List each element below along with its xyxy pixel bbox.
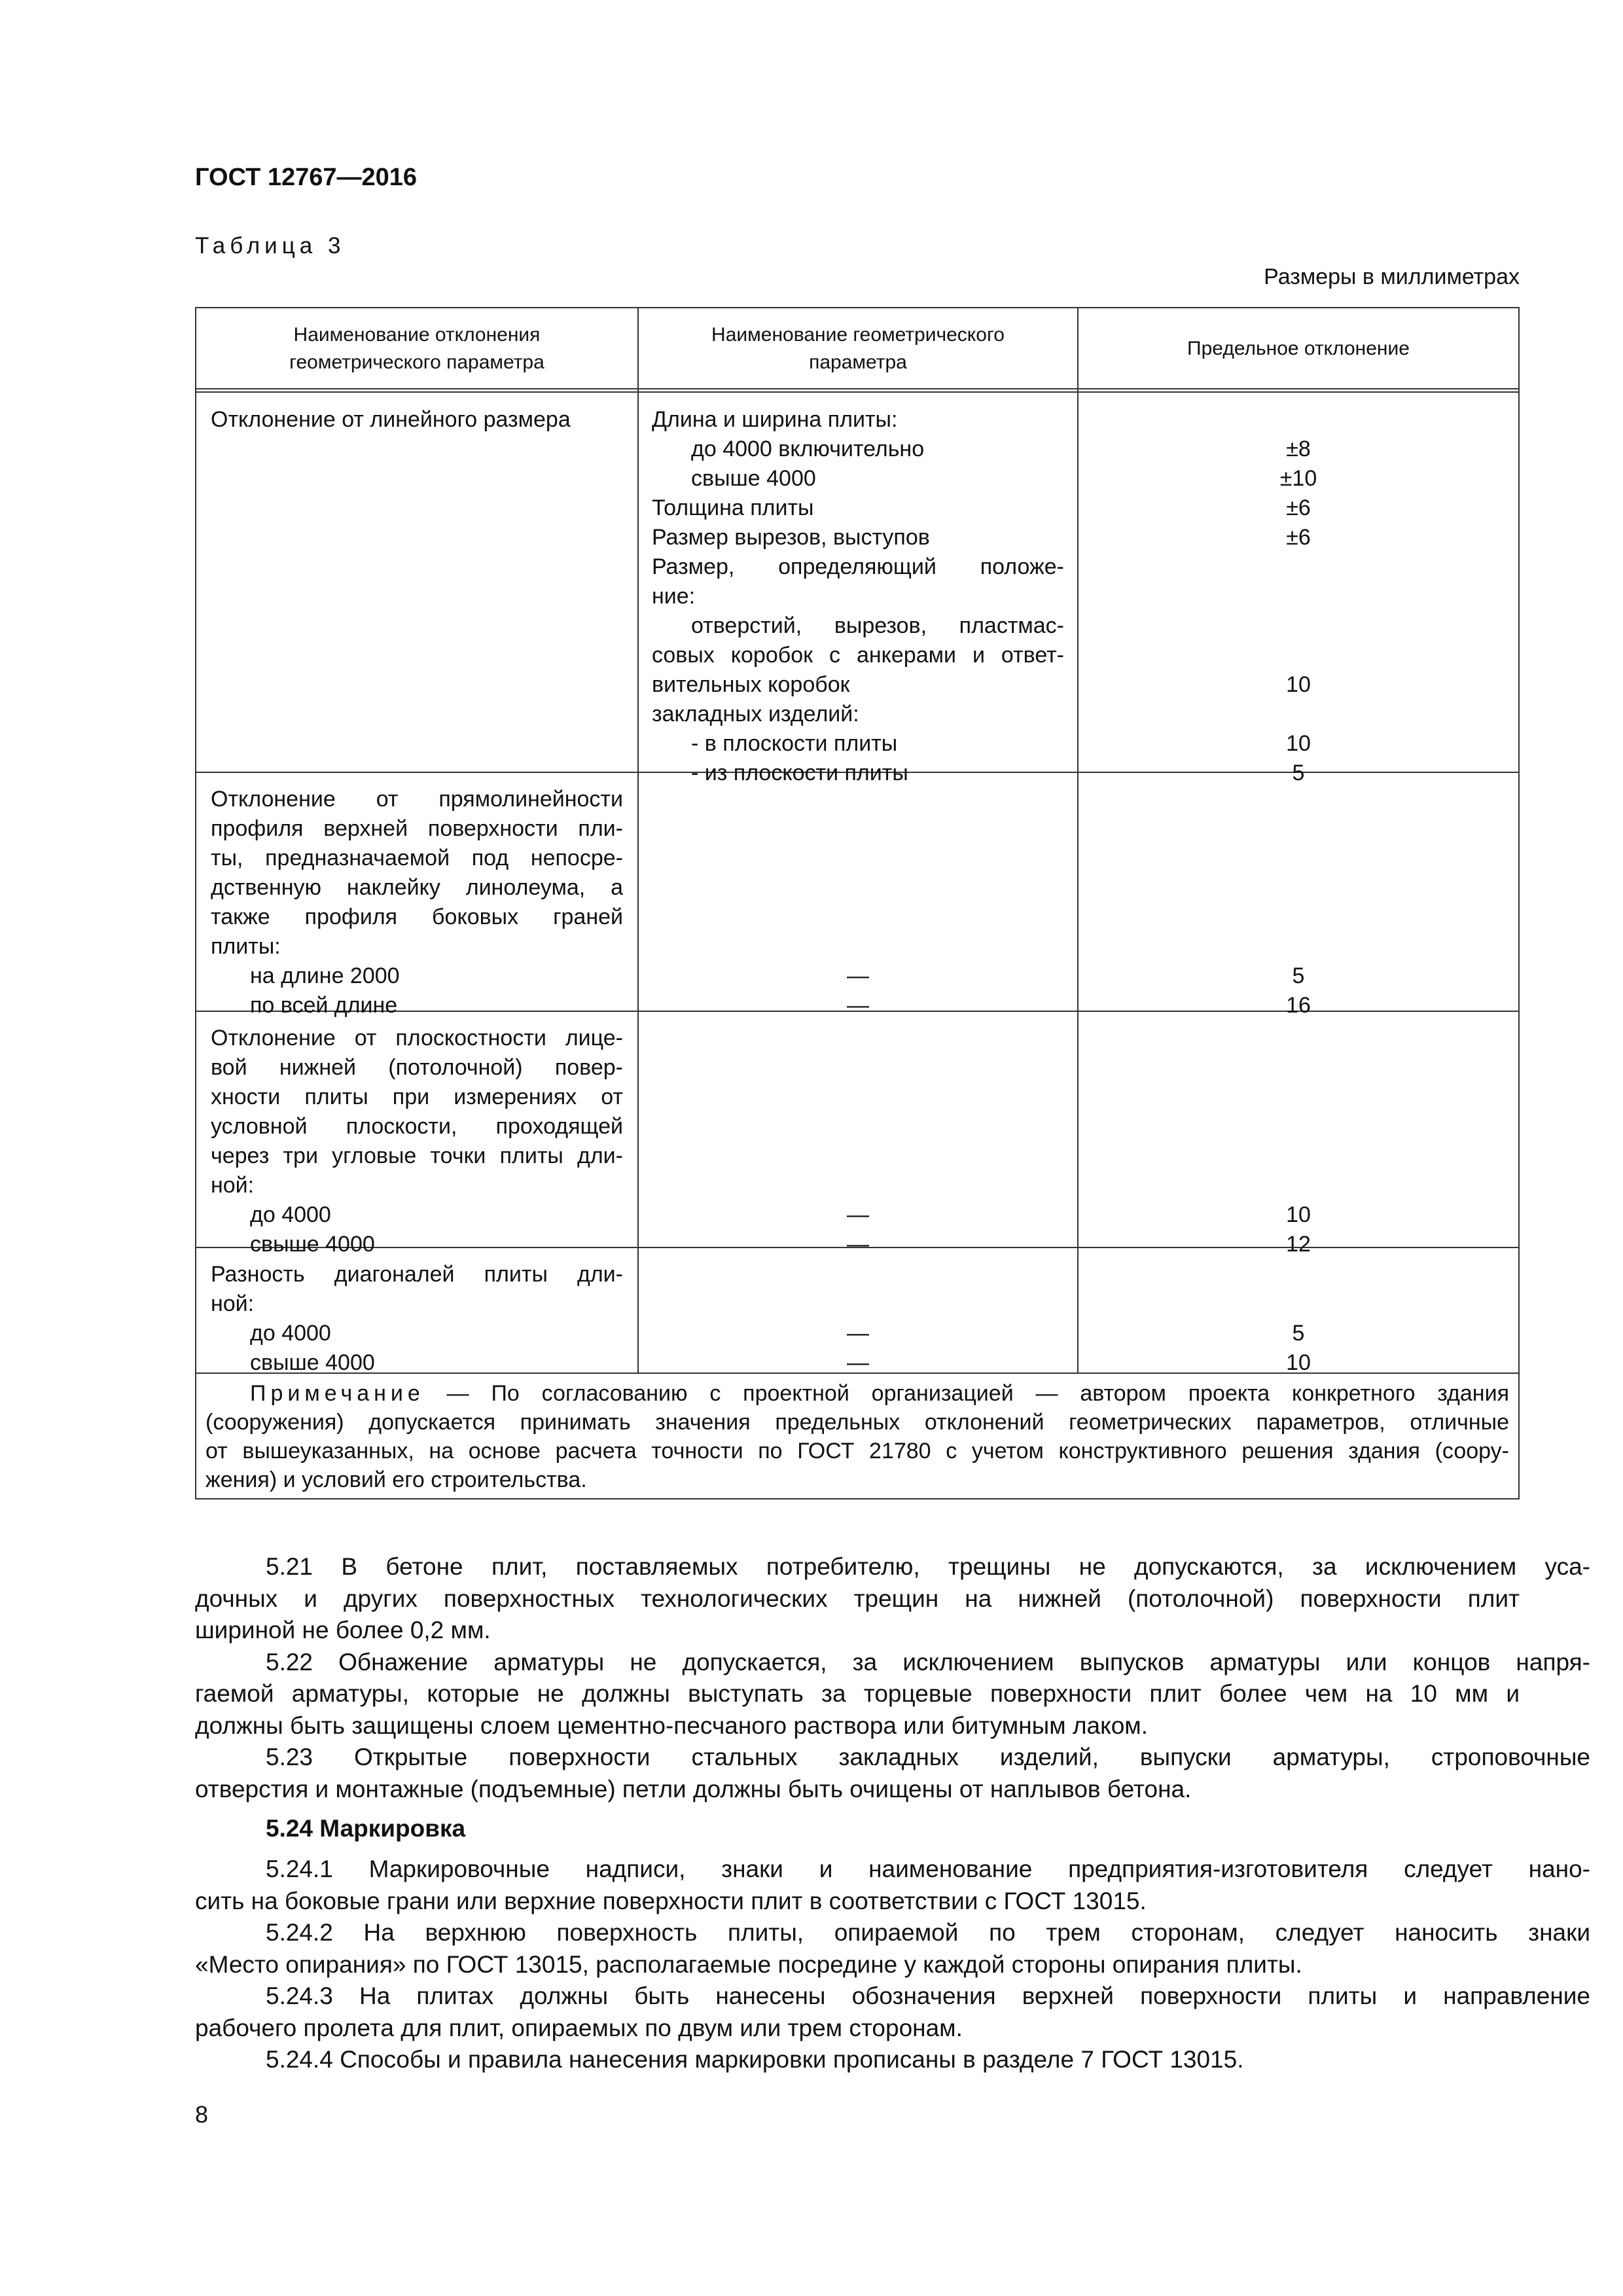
cell-line (652, 1053, 1064, 1083)
table-cell (652, 785, 1064, 1020)
cell-line: ты, предназначаемой под непосре- (211, 846, 623, 870)
header-line: геометрического параметра (289, 351, 544, 373)
cell-line: ±6 (1286, 495, 1311, 520)
column-header-deviation-name (196, 308, 637, 389)
cell-line (1092, 582, 1505, 611)
paragraph-line: 5.23 Открытые поверхности стальных закладных изделий, выпуски арматуры, строповочные (266, 1744, 1590, 1770)
table-label: Таблица 3 (195, 233, 346, 259)
table-cell (1092, 785, 1505, 1020)
cell-line: 12 (1286, 1232, 1311, 1257)
page-number: 8 (195, 2101, 209, 2128)
cell-line (652, 814, 1064, 844)
cell-line (1092, 1141, 1505, 1171)
cell-line (652, 1024, 1064, 1053)
cell-line: профиля верхней поверхности пли- (211, 816, 623, 841)
cell-line: Размер, определяющий положе- (652, 554, 1064, 579)
table-cell (1092, 1260, 1505, 1378)
cell-line (1092, 932, 1505, 961)
note-label: Примечание (250, 1381, 425, 1406)
cell-line: 10 (1286, 1350, 1311, 1375)
cell-line: 16 (1286, 993, 1311, 1018)
tolerance-table (195, 307, 1520, 1499)
header-line: Предельное отклонение (1187, 338, 1410, 359)
cell-line (1092, 405, 1505, 435)
cell-line (652, 873, 1064, 903)
cell-line: Отклонение от плоскостности лице- (211, 1026, 623, 1050)
column-divider (1077, 308, 1079, 1372)
header-line: Наименование геометрического (711, 324, 1005, 346)
cell-line: Толщина плиты (652, 495, 814, 520)
paragraph-line: 5.24.2 На верхнюю поверхность плиты, опираемой по трем сторонам, следует наносить знаки (266, 1919, 1590, 1946)
header-line: параметра (809, 351, 907, 373)
paragraph-line: 5.21 В бетоне плит, поставляемых потребителю, трещины не допускаются, за исключением уса- (266, 1553, 1590, 1580)
cell-line: — (847, 993, 869, 1018)
cell-line: отверстий, вырезов, пластмас- (691, 613, 1064, 638)
table-cell (652, 1260, 1064, 1378)
cell-line (1092, 814, 1505, 844)
paragraph-line: 5.22 Обнажение арматуры не допускается, за исключением выпусков арматуры или концов напря- (266, 1648, 1590, 1676)
paragraph-line: шириной не более 0,2 мм. (195, 1617, 491, 1643)
column-divider (637, 308, 639, 1372)
cell-line (1092, 785, 1505, 814)
cell-line (1092, 1289, 1505, 1319)
cell-line: Разность диагоналей плиты дли- (211, 1262, 623, 1287)
paragraph-line: 5.24.4 Способы и правила нанесения маркировки прописаны в разделе 7 ГОСТ 13015. (266, 2046, 1244, 2073)
column-header-limit-deviation (1079, 308, 1518, 389)
cell-line: свыше 4000 (250, 1232, 375, 1257)
column-header-parameter-name (639, 308, 1077, 389)
cell-line (1092, 844, 1505, 873)
cell-line (1092, 641, 1505, 670)
header-divider (196, 391, 1518, 393)
note-line (205, 1379, 1509, 1408)
note-line: жения) и условий его строительства. (205, 1467, 587, 1492)
units-note: Размеры в миллиметрах (1264, 264, 1520, 289)
note-line: (сооружения) допускается принимать значения предельных отклонений геометрических параметров, отличные (205, 1410, 1509, 1435)
table-cell (1092, 1024, 1505, 1259)
cell-line: на длине 2000 (250, 963, 400, 988)
table-note (205, 1379, 1509, 1494)
cell-line: вой нижней (потолочной) повер- (211, 1055, 623, 1080)
table-cell (211, 1260, 623, 1378)
table-cell (211, 405, 623, 435)
cell-line: закладных изделий: (652, 702, 859, 726)
cell-line (1092, 552, 1505, 582)
note-text: — По согласованию с проектной организацией — автором проекта конкретного здания (446, 1381, 1509, 1406)
cell-line: дственную наклейку линолеума, а (211, 875, 623, 900)
cell-line: Длина и ширина плиты: (652, 407, 898, 432)
paragraph-line: отверстия и монтажные (подъемные) петли должны быть очищены от наплывов бетона. (195, 1775, 1192, 1803)
cell-line: 10 (1286, 731, 1311, 756)
cell-line: Отклонение от прямолинейности (211, 787, 623, 812)
cell-line: хности плиты при измерениях от (211, 1085, 623, 1109)
paragraph-line: сить на боковые грани или верхние поверхности плит в соответствии с ГОСТ 13015. (195, 1887, 1147, 1914)
cell-line: Отклонение от линейного размера (211, 407, 571, 432)
cell-line (1092, 1083, 1505, 1112)
cell-line: ной: (211, 1173, 255, 1198)
cell-line (652, 844, 1064, 873)
cell-line (652, 785, 1064, 814)
cell-line: ние: (652, 584, 696, 609)
cell-line: до 4000 (250, 1321, 331, 1346)
cell-line (1092, 1024, 1505, 1053)
cell-line: 10 (1286, 1202, 1311, 1227)
cell-line: — (847, 1321, 869, 1346)
cell-line (1092, 700, 1505, 729)
cell-line: свыше 4000 (691, 466, 816, 491)
cell-line (1092, 1260, 1505, 1289)
cell-line: по всей длине (250, 993, 398, 1018)
cell-line (1092, 873, 1505, 903)
paragraph-line: 5.24.1 Маркировочные надписи, знаки и наименование предприятия-изготовителя следует нано- (266, 1856, 1590, 1882)
cell-line: 5 (1292, 1321, 1305, 1346)
cell-line: ±8 (1286, 437, 1311, 461)
cell-line (1092, 1171, 1505, 1200)
paragraph-line: 5.24.3 На плитах должны быть нанесены обозначения верхней поверхности плиты и направление (266, 1982, 1590, 2009)
section-heading: 5.24 Маркировка (266, 1815, 466, 1842)
cell-line (652, 1171, 1064, 1200)
cell-line: свыше 4000 (250, 1350, 375, 1375)
header-line: Наименование отклонения (293, 324, 541, 346)
cell-line (1092, 1053, 1505, 1083)
cell-line (652, 1083, 1064, 1112)
cell-line: до 4000 включительно (691, 437, 925, 461)
document-title: ГОСТ 12767—2016 (195, 164, 418, 191)
cell-line (1092, 903, 1505, 932)
table-cell (652, 405, 1064, 788)
cell-line: плиты: (211, 934, 281, 959)
cell-line (652, 1289, 1064, 1319)
cell-line: 5 (1292, 963, 1305, 988)
paragraph-line: рабочего пролета для плит, опираемых по двум или трем сторонам. (195, 2014, 963, 2041)
cell-line (652, 1141, 1064, 1171)
cell-line: 5 (1292, 761, 1305, 785)
paragraph-line: гаемой арматуры, которые не должны выступать за торцевые поверхности плит более чем на 10 мм и (195, 1680, 1520, 1707)
cell-line (652, 903, 1064, 932)
paragraph-line: «Место опирания» по ГОСТ 13015, располагаемые посредине у каждой стороны опирания плиты. (195, 1950, 1302, 1978)
cell-line (652, 932, 1064, 961)
paragraph-line: должны быть защищены слоем цементно-песчаного раствора или битумным лаком. (195, 1712, 1149, 1739)
cell-line: вительных коробок (652, 672, 850, 697)
cell-line: ±10 (1279, 466, 1317, 491)
table-cell (1092, 405, 1505, 788)
cell-line (1092, 611, 1505, 641)
paragraph-line: дочных и других поверхностных технологических трещин на нижней (потолочной) поверхности плит (195, 1585, 1520, 1612)
cell-line: 10 (1286, 672, 1311, 697)
cell-line (652, 1112, 1064, 1141)
table-cell (211, 785, 623, 1020)
cell-line: ±6 (1286, 525, 1311, 550)
cell-line: - из плоскости плиты (691, 761, 908, 785)
cell-line: — (847, 963, 869, 988)
cell-line (652, 1260, 1064, 1289)
cell-line: до 4000 (250, 1202, 331, 1227)
note-line: от вышеуказанных, на основе расчета точности по ГОСТ 21780 с учетом конструктивного решения здания (соору- (205, 1439, 1509, 1463)
cell-line: Размер вырезов, выступов (652, 525, 930, 550)
cell-line: через три угловые точки плиты дли- (211, 1143, 623, 1168)
cell-line: ной: (211, 1291, 255, 1316)
cell-line: - в плоскости плиты (691, 731, 898, 756)
cell-line: также профиля боковых граней (211, 905, 623, 929)
cell-line (1092, 1112, 1505, 1141)
table-cell (211, 1024, 623, 1259)
table-cell (652, 1024, 1064, 1259)
cell-line: совых коробок с анкерами и ответ- (652, 643, 1064, 668)
cell-line: — (847, 1232, 869, 1257)
cell-line: — (847, 1202, 869, 1227)
cell-line: условной плоскости, проходящей (211, 1114, 623, 1139)
cell-line: — (847, 1350, 869, 1375)
